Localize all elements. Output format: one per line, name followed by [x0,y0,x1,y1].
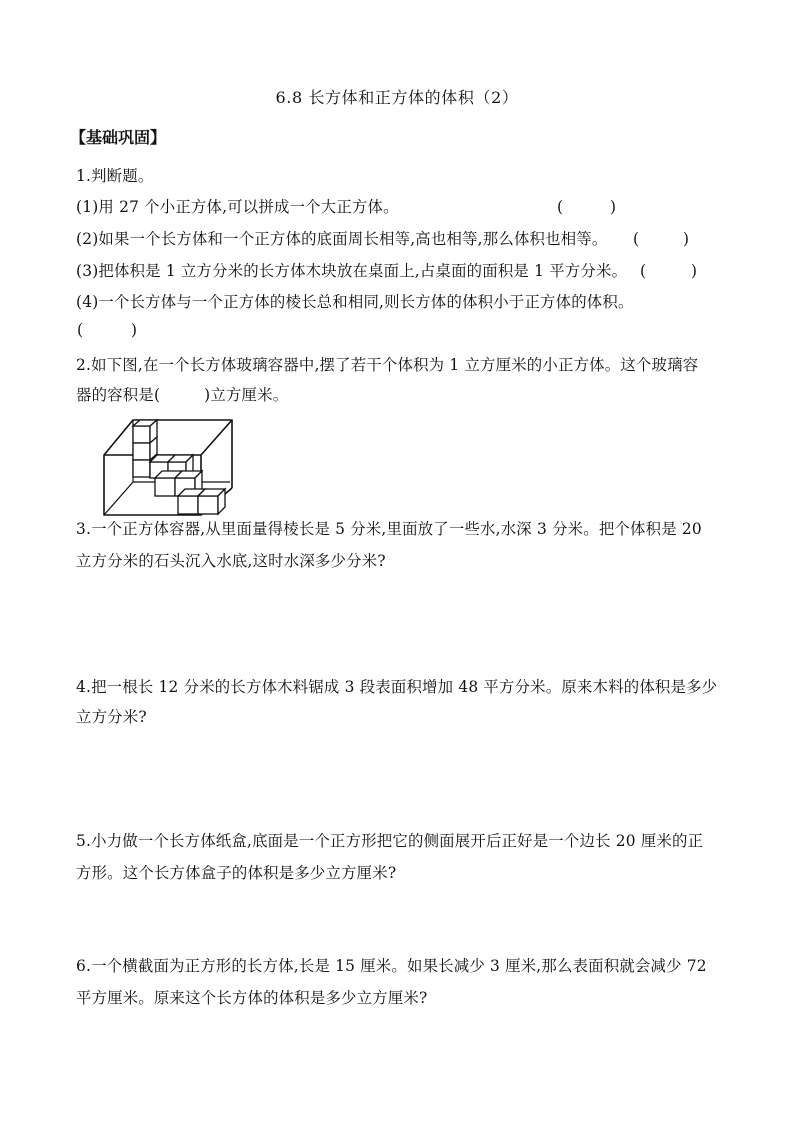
q1-stem: 1.判断题。 [76,167,154,185]
cube [133,426,150,443]
q1-item-3: (3)把体积是 1 立方分米的长方体木块放在桌面上,占桌面的面积是 1 平方分米。 [76,262,628,280]
q1-item-1-close-paren: ) [610,198,617,216]
cube [155,478,175,496]
q3-line-2: 立方分米的石头沉入水底,这时水深多少分米? [76,552,386,570]
cube [133,460,150,477]
q6-line-1: 6.一个横截面为正方形的长方体,长是 15 厘米。如果长减少 3 厘米,那么表面积就会减少 72 [76,957,707,975]
glass-container-figure [100,410,240,520]
q5-line-2: 方形。这个长方体盒子的体积是多少立方厘米? [76,864,397,882]
q2-line-1: 2.如下图,在一个长方体玻璃容器中,摆了若干个体积为 1 立方厘米的小正方体。这个玻璃容 [76,356,699,374]
q4-line-1: 4.把一根长 12 分米的长方体木料锯成 3 段表面积增加 48 平方分米。原来木料的体积是多少 [76,678,718,696]
q5-line-1: 5.小力做一个长方体纸盒,底面是一个正方形把它的侧面展开后正好是一个边长 20 厘米的正 [76,832,704,850]
section-heading: 【基础巩固】 [70,128,167,147]
q1-item-1: (1)用 27 个小正方体,可以拼成一个大正方体。 [76,198,399,216]
q1-item-4-open-paren: ( [77,321,84,339]
q1-item-1-open-paren: ( [557,198,564,216]
q1-item-4-close-paren: ) [131,321,138,339]
cube [198,496,218,514]
q2-line-2-before: 器的容积是( [76,386,161,404]
q1-item-4: (4)一个长方体与一个正方体的棱长总和相同,则长方体的体积小于正方体的体积。 [76,293,634,311]
q1-item-3-close-paren: ) [691,262,698,280]
q1-item-2: (2)如果一个长方体和一个正方体的底面周长相等,高也相等,那么体积也相等。 [76,230,608,248]
q3-line-1: 3.一个正方体容器,从里面量得棱长是 5 分米,里面放了一些水,水深 3 分米。把个体积是 20 [76,520,702,538]
container-top-edges [104,420,232,455]
q2-line-2 [76,385,288,405]
page-title: 6.8 长方体和正方体的体积（2） [275,88,519,107]
q1-item-2-close-paren: ) [683,230,690,248]
q6-line-2: 平方厘米。原来这个长方体的体积是多少立方厘米? [76,989,428,1007]
cube [133,443,150,460]
q4-line-2: 立方分米? [76,708,147,726]
q1-item-3-open-paren: ( [640,262,647,280]
cube [178,496,198,514]
container-floor-edge [104,482,133,515]
q1-item-2-open-paren: ( [633,230,640,248]
q2-line-2-after: )立方厘米。 [204,386,289,404]
